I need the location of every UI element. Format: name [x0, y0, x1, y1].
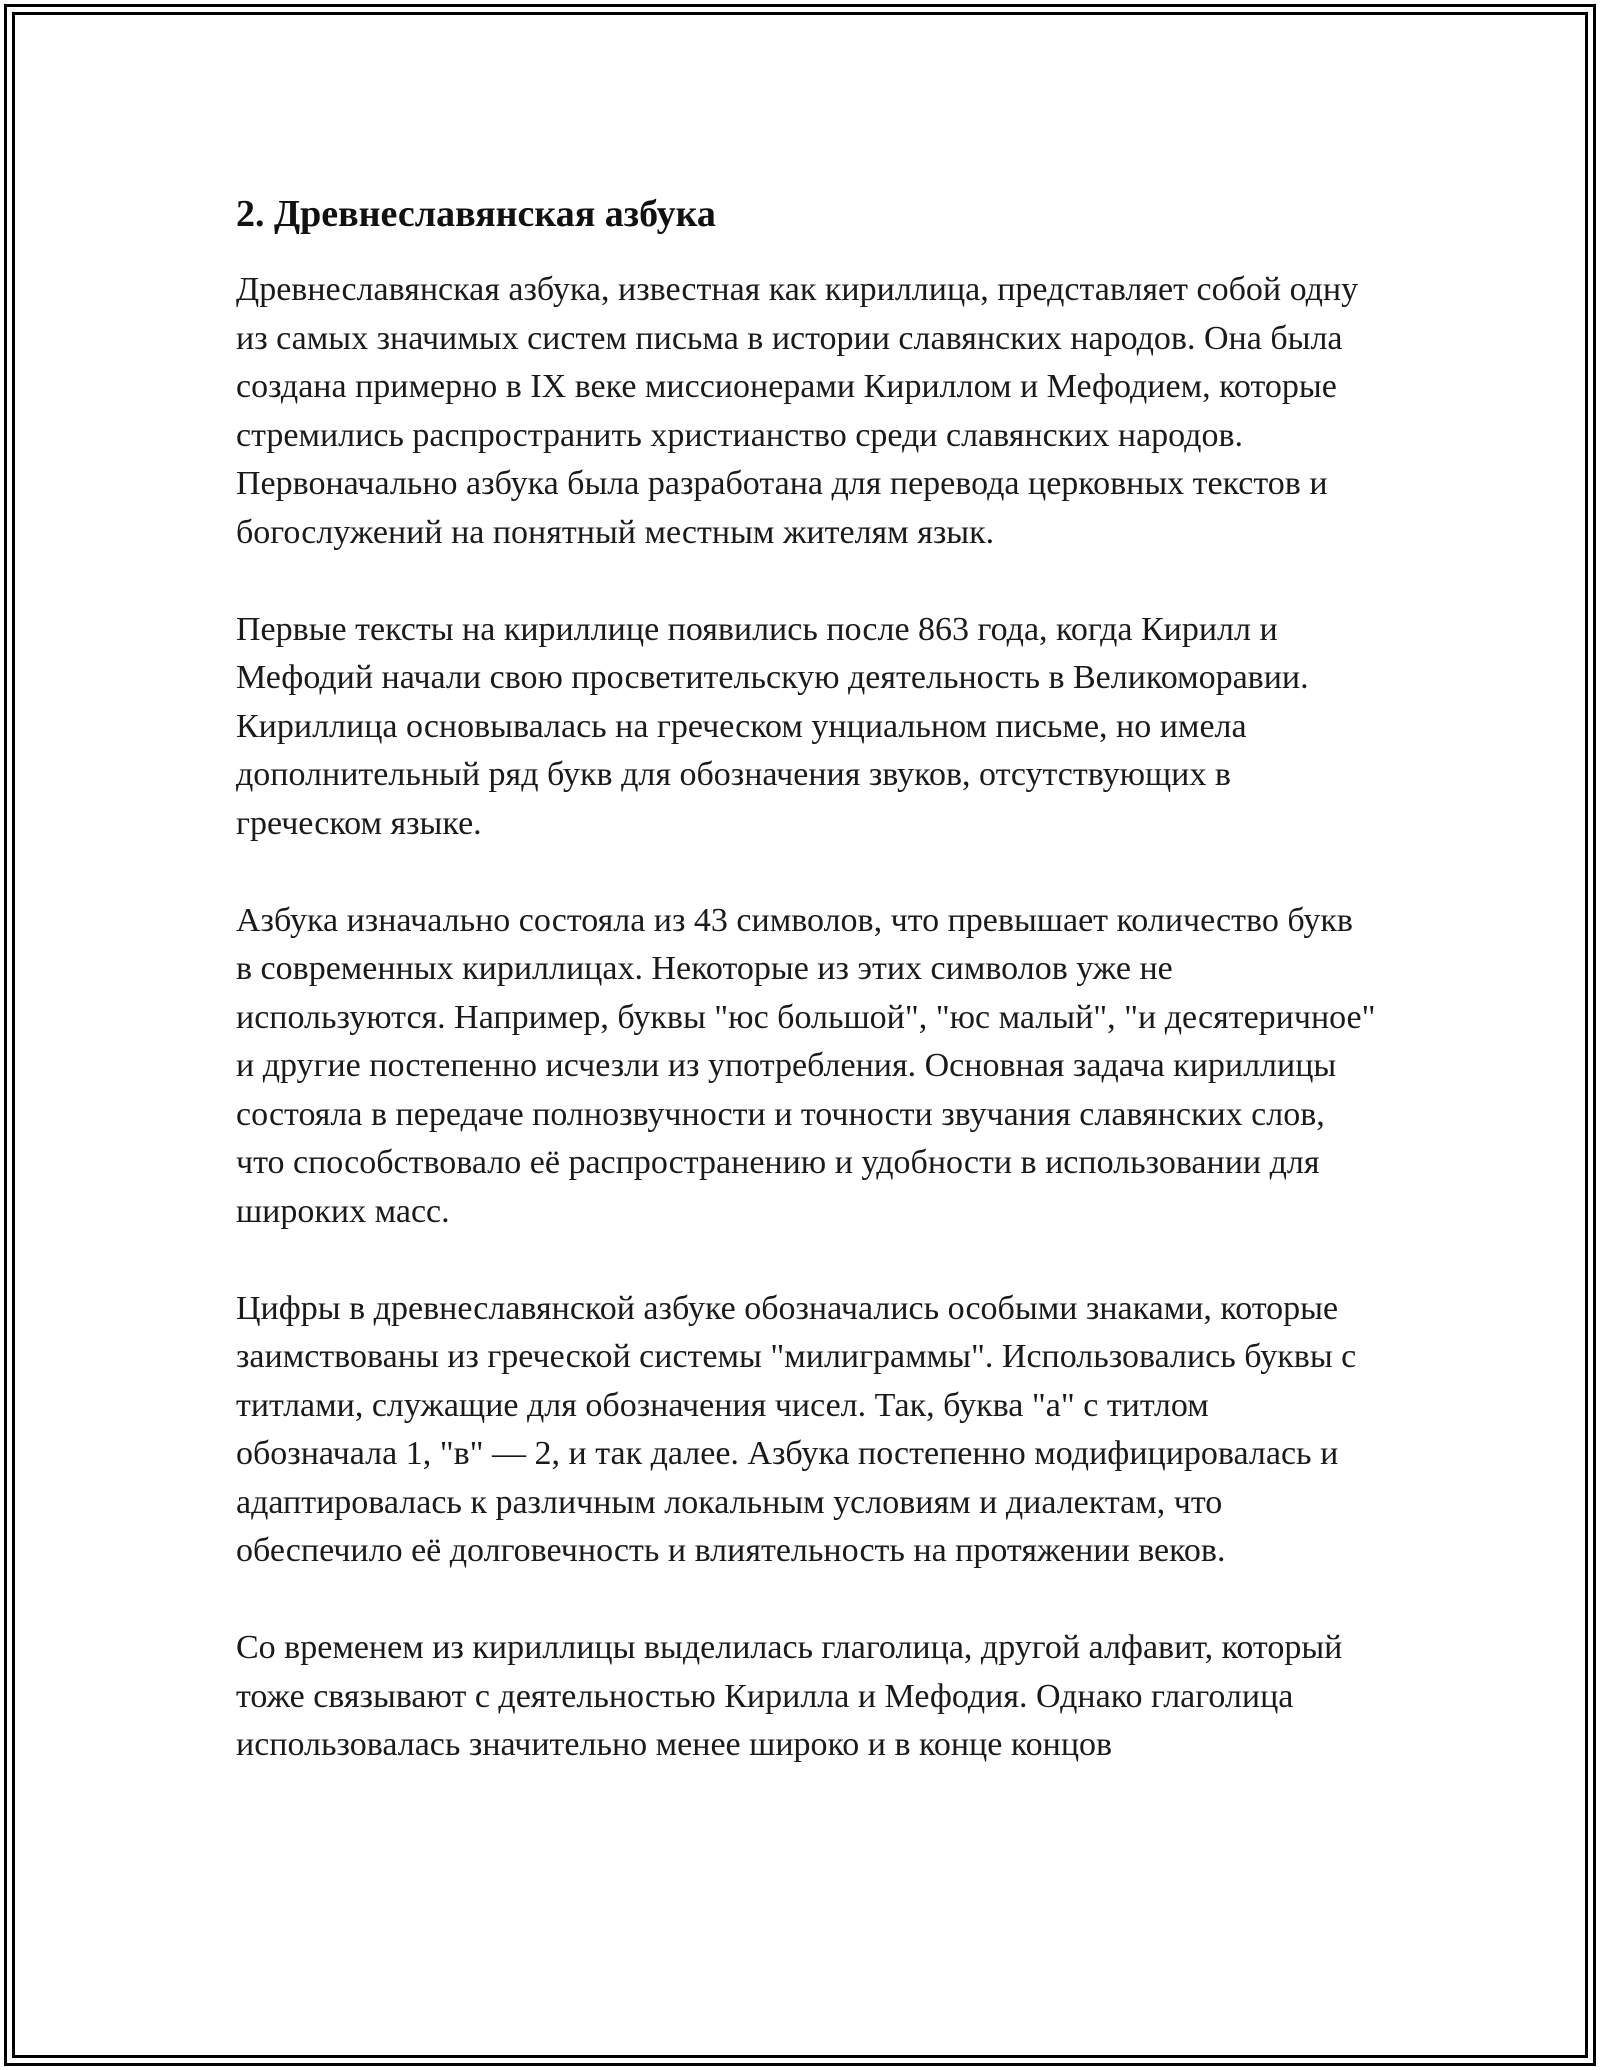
paragraph-4: Цифры в древнеславянской азбуке обозначались особыми знаками, которые заимствованы из греческой системы "милиграммы". Использовались буквы с титлами, служащие для обозначения чисел. Так, буква "а" с титлом обозначала 1, "в" — 2, и так далее. Азбука постепенно модифицировалась и адаптировалась к различным локальным условиям и диалектам, что обеспечило её долговечность и влиятельность на протяжении веков.: [236, 1289, 1357, 1569]
section-heading: 2. Древнеславянская азбука: [236, 193, 716, 235]
paragraph-3: Азбука изначально состояла из 43 символов, что превышает количество букв в современных кириллицах. Некоторые из этих символов уже не используются. Например, буквы "юс большой", "юс малый", "и десятеричное" и другие постепенно исчезли из употребления. Основная задача кириллицы состояла в передаче полнозвучности и точности звучания славянских слов, что способствовало её распространению и удобности в использовании для широких масс.: [236, 901, 1376, 1230]
paragraph-5: Со временем из кириллицы выделилась глаголица, другой алфавит, который тоже связывают с деятельностью Кирилла и Мефодия. Однако глаголица использовалась значительно менее широко и в конце концов: [236, 1629, 1343, 1763]
paragraph-2: Первые тексты на кириллице появились после 863 года, когда Кирилл и Мефодий начали свою просветительскую деятельность в Великоморавии. Кириллица основывалась на греческом унциальном письме, но имела дополнительный ряд букв для обозначения звуков, отсутствующих в греческом языке.: [236, 610, 1309, 842]
paragraph-1: Древнеславянская азбука, известная как кириллица, представляет собой одну из самых значимых систем письма в истории славянских народов. Она была создана примерно в IX веке миссионерами Кириллом и Мефодием, которые стремились распространить христианство среди славянских народов. Первоначально азбука была разработана для перевода церковных текстов и богослужений на понятный местным жителям язык.: [236, 271, 1359, 551]
document-body: [236, 186, 1376, 1818]
